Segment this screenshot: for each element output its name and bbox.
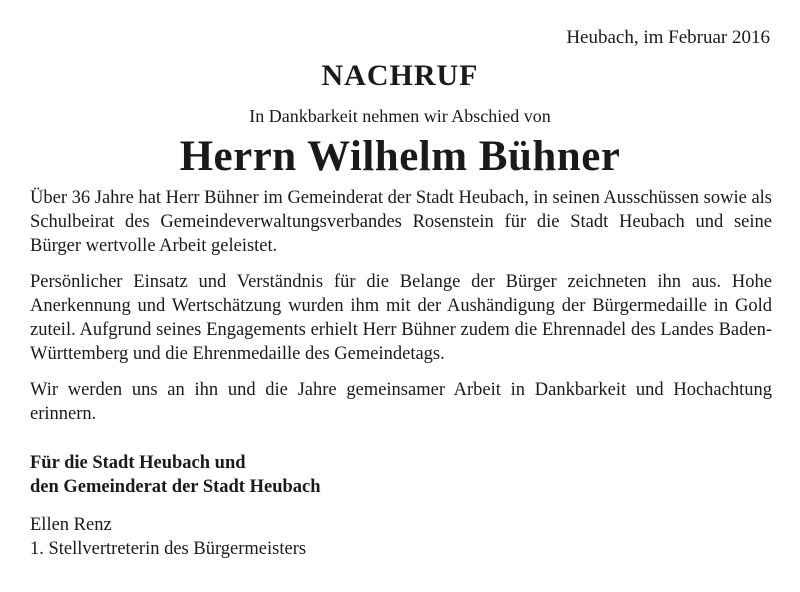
signoff-block	[30, 451, 772, 499]
signer-name: Ellen Renz	[30, 515, 112, 535]
signer-title: 1. Stellvertreterin des Bürgermeisters	[30, 539, 307, 559]
signoff-line-2: den Gemeinderat der Stadt Heubach	[30, 477, 321, 497]
dateline: Heubach, im Februar 2016	[566, 27, 770, 48]
signoff-line-1: Für die Stadt Heubach und	[30, 453, 246, 473]
notice-body	[30, 186, 772, 438]
paragraph-honors: Persönlicher Einsatz und Verständnis für die Belange der Bürger zeichneten ihn aus. Hohe Anerkennung und Wertschätzung wurden ihm mit der Aushändigung der Bürgermedaille in Gold zuteil. Aufgrund seines Engagements erhielt Herr Bühner zudem die Ehrennadel des Landes Baden-Württemberg und die Ehrenmedaille des Gemeindetags.	[30, 272, 772, 364]
notice-heading: NACHRUF	[321, 59, 479, 92]
paragraph-service: Über 36 Jahre hat Herr Bühner im Gemeinderat der Stadt Heubach, in seinen Ausschüssen sowie als Schulbeirat des Gemeindeverwaltungsverbandes Rosenstein für die Stadt Heubach und seine Bürger wertvolle Arbeit geleistet.	[30, 188, 772, 256]
signer-block	[30, 513, 772, 561]
intro-line: In Dankbarkeit nehmen wir Abschied von	[249, 106, 551, 126]
deceased-name: Herrn Wilhelm Bühner	[179, 133, 621, 180]
paragraph-remembrance: Wir werden uns an ihn und die Jahre gemeinsamer Arbeit in Dankbarkeit und Hochachtung erinnern.	[30, 380, 772, 424]
